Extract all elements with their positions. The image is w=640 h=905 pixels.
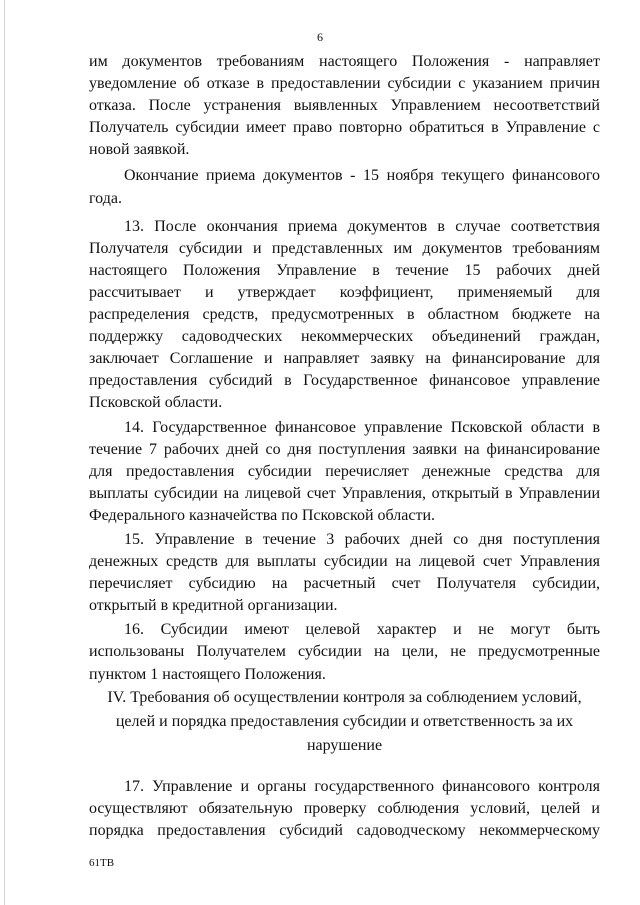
text-line: пунктом 1 настоящего Положения. xyxy=(89,665,326,683)
text-line: отказа. После устранения выявленных Управлением несоответствий xyxy=(89,97,600,115)
text-line: 16. Субсидии имеют целевой характер и не могут быть xyxy=(124,621,600,639)
paragraph-deadline xyxy=(89,165,600,209)
text-line: использованы Получателем субсидии на цели, не предусмотренные xyxy=(89,643,600,661)
scan-edge-line xyxy=(4,0,5,905)
text-line: течение 7 рабочих дней со дня поступления заявки на финансирование xyxy=(89,440,600,458)
text-line: денежных средств для выплаты субсидии на лицевой счет Управления xyxy=(89,553,600,571)
text-line: уведомление об отказе в предоставлении субсидии с указанием причин xyxy=(89,75,600,93)
text-line: для предоставления субсидии перечисляет денежные средства для xyxy=(89,462,600,480)
text-line: выплаты субсидии на лицевой счет Управления, открытый в Управлении xyxy=(89,484,600,502)
text-line: настоящего Положения Управление в течение 15 рабочих дней xyxy=(89,261,600,279)
main-text-continued xyxy=(89,776,600,842)
footer-code: 61ТВ xyxy=(89,857,115,869)
main-text xyxy=(89,51,600,686)
page-number: 6 xyxy=(317,30,323,44)
paragraph-16 xyxy=(89,619,600,685)
text-line: порядка предоставления субсидий садоводческому некоммерческому xyxy=(89,822,600,840)
text-line: 17. Управление и органы государственного финансового контроля xyxy=(124,778,600,795)
text-line: поддержку садоводческих некоммерческих объединений граждан, xyxy=(89,328,600,346)
heading-line: IV. Требования об осуществлении контроля за соблюдением условий, xyxy=(107,689,582,706)
text-line: распределения средств, предусмотренных в областном бюджете на xyxy=(89,306,600,324)
heading-line: целей и порядка предоставления субсидии и ответственность за их xyxy=(115,713,574,730)
text-line: Получатель субсидии имеет право повторно обратиться в Управление с xyxy=(89,119,600,137)
heading-line: нарушение xyxy=(306,737,383,754)
text-line: перечисляет субсидию на расчетный счет Получателя субсидии, xyxy=(89,575,600,593)
text-line: новой заявкой. xyxy=(89,141,190,159)
paragraph-13 xyxy=(89,216,600,415)
text-line: Получателя субсидии и представленных им документов требованиям xyxy=(89,239,600,257)
text-line: 15. Управление в течение 3 рабочих дней со дня поступления xyxy=(124,530,600,548)
text-line: 14. Государственное финансовое управление Псковской области в xyxy=(124,418,600,436)
text-line: года. xyxy=(89,189,122,207)
text-line: им документов требованиям настоящего Положения - направляет xyxy=(89,53,600,70)
text-line: 13. После окончания приема документов в случае соответствия xyxy=(124,217,600,235)
text-line: Окончание приема документов - 15 ноября текущего финансового xyxy=(124,167,600,185)
text-line: предоставления субсидий в Государственное финансовое управление xyxy=(89,372,600,390)
section-heading xyxy=(89,686,600,758)
paragraph-14 xyxy=(89,417,600,527)
text-line: осуществляют обязательную проверку соблюдения условий, целей и xyxy=(89,800,600,818)
paragraph-17 xyxy=(89,776,600,842)
text-line: заключает Соглашение и направляет заявку на финансирование для xyxy=(89,350,600,368)
paragraph-15 xyxy=(89,529,600,617)
text-line: рассчитывает и утверждает коэффициент, применяемый для xyxy=(89,283,600,301)
text-line: Псковской области. xyxy=(89,394,223,412)
paragraph-continuation xyxy=(89,51,600,161)
text-line: открытый в кредитной организации. xyxy=(89,597,338,615)
text-line: Федерального казначейства по Псковской области. xyxy=(89,506,435,524)
